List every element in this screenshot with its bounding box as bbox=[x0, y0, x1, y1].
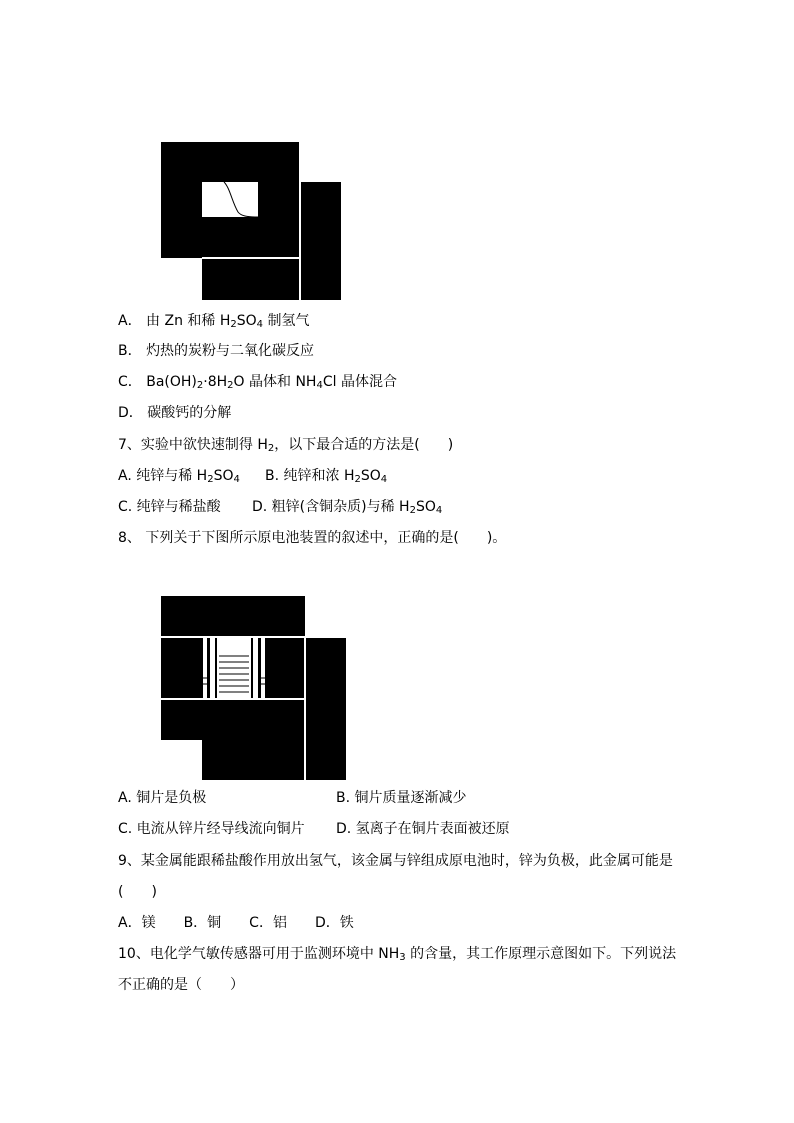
q6-option-d: D． 碳酸钙的分解 bbox=[118, 405, 232, 421]
q10-stem-line2: 不正确的是（ ） bbox=[118, 977, 244, 993]
q8-stem: 8、 下列关于下图所示原电池装置的叙述中，正确的是( )。 bbox=[118, 530, 507, 546]
q7-option-b: B. 纯锌和浓 $H_2SO_4$ bbox=[265, 468, 388, 485]
q6-option-b: B． 灼热的炭粉与二氧化碳反应 bbox=[118, 343, 315, 359]
q8-option-c: C. 电流从锌片经导线流向铜片 bbox=[118, 821, 305, 837]
q7-option-c: C. 纯锌与稀盐酸 bbox=[118, 499, 221, 515]
q7-option-d: D. 粗锌(含铜杂质)与稀 $H_2SO_4$ bbox=[252, 499, 443, 516]
q8-option-a: A. 铜片是负极 bbox=[118, 790, 207, 806]
q10-stem: 10、电化学气敏传感器可用于监测环境中 $NH_3$ 的含量，其工作原理示意图如下。下列说法 bbox=[118, 946, 677, 963]
q7-option-a: A. 纯锌与稀 $H_2SO_4$ bbox=[118, 468, 240, 485]
q9-stem-bracket: ( ) bbox=[118, 884, 157, 900]
q8-option-b: B. 铜片质量逐渐减少 bbox=[336, 790, 467, 806]
q9-stem: 9、某金属能跟稀盐酸作用放出氢气，该金属与锌组成原电池时，锌为负极，此金属可能是 bbox=[118, 853, 673, 869]
q8-option-d: D. 氢离子在铜片表面被还原 bbox=[336, 821, 510, 837]
q9-options: A．镁 B．铜 C．铝 D．铁 bbox=[118, 915, 354, 931]
q6-option-c: C． $Ba(OH)_2\cdot 8H_2O$ 晶体和 $NH_4Cl$ 晶体混合 bbox=[118, 374, 397, 391]
q6-option-a: A． 由 Zn 和稀 $H_2SO_4$ 制氢气 bbox=[118, 313, 310, 330]
q7-stem: 7、实验中欲快速制得 $H_2$，以下最合适的方法是( ) bbox=[118, 437, 454, 454]
